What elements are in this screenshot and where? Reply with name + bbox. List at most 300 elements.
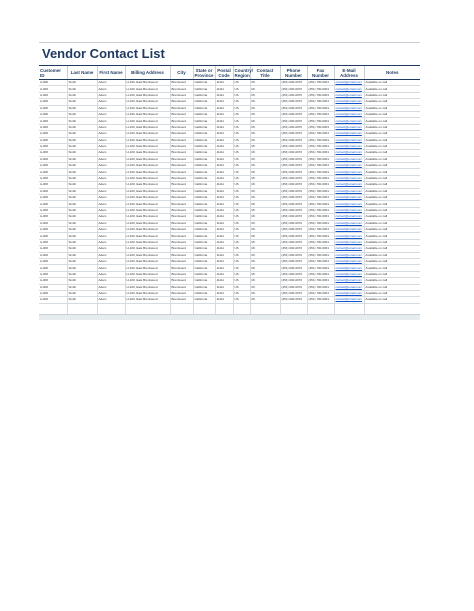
cell-address[interactable]: H-100, East Brentwood bbox=[125, 297, 170, 303]
cell-address[interactable]: H-100, East Brentwood bbox=[125, 124, 170, 130]
cell-id[interactable]: A-000 bbox=[39, 195, 67, 201]
col-city[interactable]: City bbox=[170, 66, 193, 80]
cell-country[interactable]: US bbox=[233, 156, 250, 162]
cell-country[interactable]: US bbox=[233, 201, 250, 207]
cell-phone[interactable]: (451) 000-0070 bbox=[280, 258, 307, 264]
cell-id[interactable]: A-000 bbox=[39, 105, 67, 111]
cell-notes[interactable]: Available on call bbox=[364, 265, 420, 271]
cell-id[interactable]: A-000 bbox=[39, 233, 67, 239]
cell-address[interactable]: H-100, East Brentwood bbox=[125, 226, 170, 232]
cell-country[interactable]: US bbox=[233, 265, 250, 271]
cell-state[interactable]: California bbox=[193, 233, 215, 239]
col-phone[interactable]: Phone Number bbox=[280, 66, 307, 80]
cell-city[interactable]: Brentwood bbox=[170, 265, 193, 271]
cell-city[interactable]: Brentwood bbox=[170, 131, 193, 137]
cell-phone[interactable]: (451) 000-0070 bbox=[280, 80, 307, 86]
cell-address[interactable]: H-100, East Brentwood bbox=[125, 278, 170, 284]
cell-email[interactable] bbox=[334, 246, 364, 252]
cell-title[interactable]: Mr. bbox=[250, 239, 280, 245]
cell-postal[interactable]: 11111 bbox=[215, 150, 233, 156]
cell-email[interactable] bbox=[334, 182, 364, 188]
col-customer-id[interactable]: Customer ID bbox=[39, 66, 67, 80]
cell-country[interactable]: US bbox=[233, 284, 250, 290]
col-state[interactable]: State or Province bbox=[194, 67, 214, 78]
cell-postal[interactable]: 11111 bbox=[215, 284, 233, 290]
email-link[interactable]: contact@email.com bbox=[335, 220, 362, 225]
cell-state[interactable]: California bbox=[193, 111, 215, 117]
cell-city[interactable]: Brentwood bbox=[170, 290, 193, 296]
cell-phone[interactable]: (451) 000-0070 bbox=[280, 143, 307, 149]
cell-last[interactable]: Smith bbox=[67, 99, 97, 105]
cell-last[interactable]: Smith bbox=[67, 233, 97, 239]
email-link[interactable]: contact@email.com bbox=[335, 176, 362, 181]
cell-phone[interactable]: (451) 000-0070 bbox=[280, 111, 307, 117]
cell-country[interactable]: US bbox=[233, 214, 250, 220]
cell-email[interactable] bbox=[334, 265, 364, 271]
cell-city[interactable]: Brentwood bbox=[170, 124, 193, 130]
cell-state[interactable]: California bbox=[193, 265, 215, 271]
cell-postal[interactable]: 11111 bbox=[215, 297, 233, 303]
email-link[interactable]: contact@email.com bbox=[335, 188, 362, 193]
cell-country[interactable]: US bbox=[233, 124, 250, 130]
cell-notes[interactable]: Available on call bbox=[364, 137, 420, 143]
cell-postal[interactable]: 11111 bbox=[215, 131, 233, 137]
cell-fax[interactable]: (451) 700-0001 bbox=[307, 220, 334, 226]
cell-postal[interactable]: 11111 bbox=[215, 124, 233, 130]
cell-city[interactable]: Brentwood bbox=[170, 137, 193, 143]
cell-id[interactable]: A-000 bbox=[39, 86, 67, 92]
cell-notes[interactable]: Available on call bbox=[364, 80, 420, 86]
cell-fax[interactable]: (451) 700-0001 bbox=[307, 156, 334, 162]
cell-title[interactable]: Mr. bbox=[250, 220, 280, 226]
cell-state[interactable]: California bbox=[193, 252, 215, 258]
cell-notes[interactable]: Available on call bbox=[364, 99, 420, 105]
cell-fax[interactable]: (451) 700-0001 bbox=[307, 233, 334, 239]
cell-fax[interactable]: (451) 700-0001 bbox=[307, 278, 334, 284]
cell-notes[interactable]: Available on call bbox=[364, 163, 420, 169]
cell-city[interactable]: Brentwood bbox=[170, 182, 193, 188]
cell-address[interactable]: H-100, East Brentwood bbox=[125, 131, 170, 137]
cell-email[interactable] bbox=[334, 201, 364, 207]
cell-address[interactable]: H-100, East Brentwood bbox=[125, 188, 170, 194]
cell-title[interactable]: Mr. bbox=[250, 92, 280, 98]
cell-postal[interactable]: 11111 bbox=[215, 278, 233, 284]
cell-notes[interactable]: Available on call bbox=[364, 214, 420, 220]
cell-notes[interactable]: Available on call bbox=[364, 233, 420, 239]
cell-id[interactable]: A-000 bbox=[39, 124, 67, 130]
cell-fax[interactable]: (451) 700-0001 bbox=[307, 105, 334, 111]
cell-postal[interactable]: 11111 bbox=[215, 99, 233, 105]
cell-city[interactable]: Brentwood bbox=[170, 105, 193, 111]
cell-state[interactable]: California bbox=[193, 246, 215, 252]
cell-id[interactable]: A-000 bbox=[39, 246, 67, 252]
email-link[interactable]: contact@email.com bbox=[335, 214, 362, 219]
cell-title[interactable]: Mr. bbox=[250, 99, 280, 105]
cell-state[interactable]: California bbox=[193, 156, 215, 162]
cell-notes[interactable]: Available on call bbox=[364, 246, 420, 252]
cell-city[interactable]: Brentwood bbox=[170, 169, 193, 175]
cell-country[interactable]: US bbox=[233, 111, 250, 117]
cell-last[interactable]: Smith bbox=[67, 150, 97, 156]
cell-id[interactable]: A-000 bbox=[39, 143, 67, 149]
col-notes[interactable]: Notes bbox=[364, 66, 420, 80]
cell-id[interactable]: A-000 bbox=[39, 220, 67, 226]
cell-title[interactable]: Mr. bbox=[250, 201, 280, 207]
email-link[interactable]: contact@email.com bbox=[335, 246, 362, 251]
cell-first[interactable]: Adam bbox=[97, 233, 125, 239]
cell-title[interactable]: Mr. bbox=[250, 258, 280, 264]
cell-postal[interactable]: 11111 bbox=[215, 233, 233, 239]
cell-phone[interactable]: (451) 000-0070 bbox=[280, 265, 307, 271]
cell-country[interactable]: US bbox=[233, 233, 250, 239]
cell-notes[interactable]: Available on call bbox=[364, 150, 420, 156]
cell-city[interactable]: Brentwood bbox=[170, 195, 193, 201]
cell-country[interactable]: US bbox=[233, 131, 250, 137]
cell-title[interactable]: Mr. bbox=[250, 265, 280, 271]
email-link[interactable]: contact@email.com bbox=[335, 297, 362, 302]
cell-title[interactable]: Mr. bbox=[250, 124, 280, 130]
cell-state[interactable]: California bbox=[193, 297, 215, 303]
email-link[interactable]: contact@email.com bbox=[335, 150, 362, 155]
cell-postal[interactable]: 11111 bbox=[215, 214, 233, 220]
cell-id[interactable]: A-000 bbox=[39, 80, 67, 86]
cell-state[interactable]: California bbox=[193, 195, 215, 201]
cell-notes[interactable]: Available on call bbox=[364, 111, 420, 117]
cell-last[interactable]: Smith bbox=[67, 265, 97, 271]
cell-title[interactable]: Mr. bbox=[250, 175, 280, 181]
cell-state[interactable]: California bbox=[193, 220, 215, 226]
cell-phone[interactable]: (451) 000-0070 bbox=[280, 271, 307, 277]
cell-first[interactable]: Adam bbox=[97, 214, 125, 220]
cell-last[interactable]: Smith bbox=[67, 131, 97, 137]
cell-postal[interactable]: 11111 bbox=[215, 80, 233, 86]
cell-city[interactable]: Brentwood bbox=[170, 143, 193, 149]
email-link[interactable]: contact@email.com bbox=[335, 201, 362, 206]
cell-city[interactable]: Brentwood bbox=[170, 99, 193, 105]
cell-state[interactable]: California bbox=[193, 80, 215, 86]
cell-last[interactable]: Smith bbox=[67, 169, 97, 175]
cell-address[interactable]: H-100, East Brentwood bbox=[125, 99, 170, 105]
email-link[interactable]: contact@email.com bbox=[335, 99, 362, 104]
cell-email[interactable] bbox=[334, 150, 364, 156]
cell-last[interactable]: Smith bbox=[67, 239, 97, 245]
cell-fax[interactable]: (451) 700-0001 bbox=[307, 226, 334, 232]
cell-email[interactable] bbox=[334, 111, 364, 117]
cell-phone[interactable]: (451) 000-0070 bbox=[280, 99, 307, 105]
cell-postal[interactable]: 11111 bbox=[215, 265, 233, 271]
cell-first[interactable]: Adam bbox=[97, 118, 125, 124]
cell-first[interactable]: Adam bbox=[97, 137, 125, 143]
cell-last[interactable]: Smith bbox=[67, 188, 97, 194]
cell-country[interactable]: US bbox=[233, 271, 250, 277]
cell-last[interactable]: Smith bbox=[67, 207, 97, 213]
cell-first[interactable]: Adam bbox=[97, 105, 125, 111]
cell-last[interactable]: Smith bbox=[67, 271, 97, 277]
cell-state[interactable]: California bbox=[193, 124, 215, 130]
cell-address[interactable]: H-100, East Brentwood bbox=[125, 214, 170, 220]
cell-notes[interactable]: Available on call bbox=[364, 169, 420, 175]
cell-email[interactable] bbox=[334, 137, 364, 143]
col-contact-title[interactable]: Contact Title bbox=[250, 66, 280, 80]
cell-first[interactable]: Adam bbox=[97, 143, 125, 149]
cell-city[interactable]: Brentwood bbox=[170, 92, 193, 98]
cell-state[interactable]: California bbox=[193, 175, 215, 181]
cell-address[interactable]: H-100, East Brentwood bbox=[125, 233, 170, 239]
cell-id[interactable]: A-000 bbox=[39, 239, 67, 245]
cell-notes[interactable]: Available on call bbox=[364, 86, 420, 92]
cell-state[interactable]: California bbox=[193, 137, 215, 143]
cell-title[interactable]: Mr. bbox=[250, 156, 280, 162]
cell-city[interactable]: Brentwood bbox=[170, 226, 193, 232]
cell-city[interactable]: Brentwood bbox=[170, 163, 193, 169]
cell-phone[interactable]: (451) 000-0070 bbox=[280, 156, 307, 162]
cell-last[interactable]: Smith bbox=[67, 278, 97, 284]
email-link[interactable]: contact@email.com bbox=[335, 233, 362, 238]
email-link[interactable]: contact@email.com bbox=[335, 265, 362, 270]
cell-title[interactable]: Mr. bbox=[250, 111, 280, 117]
cell-first[interactable]: Adam bbox=[97, 124, 125, 130]
cell-email[interactable] bbox=[334, 86, 364, 92]
cell-id[interactable]: A-000 bbox=[39, 150, 67, 156]
cell-country[interactable]: US bbox=[233, 246, 250, 252]
cell-address[interactable]: H-100, East Brentwood bbox=[125, 284, 170, 290]
cell-email[interactable] bbox=[334, 80, 364, 86]
cell-first[interactable]: Adam bbox=[97, 99, 125, 105]
cell-address[interactable]: H-100, East Brentwood bbox=[125, 80, 170, 86]
cell-fax[interactable]: (451) 700-0001 bbox=[307, 124, 334, 130]
cell-notes[interactable]: Available on call bbox=[364, 239, 420, 245]
cell-country[interactable]: US bbox=[233, 175, 250, 181]
cell-postal[interactable]: 11111 bbox=[215, 143, 233, 149]
cell-state[interactable]: California bbox=[193, 258, 215, 264]
cell-address[interactable]: H-100, East Brentwood bbox=[125, 182, 170, 188]
cell-first[interactable]: Adam bbox=[97, 175, 125, 181]
cell-notes[interactable]: Available on call bbox=[364, 182, 420, 188]
cell-id[interactable]: A-000 bbox=[39, 207, 67, 213]
cell-email[interactable] bbox=[334, 290, 364, 296]
cell-notes[interactable]: Available on call bbox=[364, 195, 420, 201]
email-link[interactable]: contact@email.com bbox=[335, 169, 362, 174]
cell-email[interactable] bbox=[334, 239, 364, 245]
cell-phone[interactable]: (451) 000-0070 bbox=[280, 188, 307, 194]
cell-state[interactable]: California bbox=[193, 86, 215, 92]
cell-notes[interactable]: Available on call bbox=[364, 124, 420, 130]
cell-notes[interactable]: Available on call bbox=[364, 271, 420, 277]
cell-notes[interactable]: Available on call bbox=[364, 226, 420, 232]
cell-title[interactable]: Mr. bbox=[250, 131, 280, 137]
cell-first[interactable]: Adam bbox=[97, 169, 125, 175]
cell-country[interactable]: US bbox=[233, 86, 250, 92]
cell-state[interactable]: California bbox=[193, 150, 215, 156]
cell-email[interactable] bbox=[334, 99, 364, 105]
cell-fax[interactable]: (451) 700-0001 bbox=[307, 188, 334, 194]
cell-fax[interactable]: (451) 700-0001 bbox=[307, 297, 334, 303]
cell-postal[interactable]: 11111 bbox=[215, 92, 233, 98]
cell-fax[interactable]: (451) 700-0001 bbox=[307, 111, 334, 117]
cell-first[interactable]: Adam bbox=[97, 188, 125, 194]
email-link[interactable]: contact@email.com bbox=[335, 208, 362, 212]
col-fax[interactable]: Fax Number bbox=[307, 66, 334, 80]
cell-fax[interactable]: (451) 700-0001 bbox=[307, 86, 334, 92]
cell-title[interactable]: Mr. bbox=[250, 297, 280, 303]
cell-country[interactable]: US bbox=[233, 226, 250, 232]
cell-phone[interactable]: (451) 000-0070 bbox=[280, 233, 307, 239]
cell-fax[interactable]: (451) 700-0001 bbox=[307, 163, 334, 169]
cell-city[interactable]: Brentwood bbox=[170, 80, 193, 86]
cell-phone[interactable]: (451) 000-0070 bbox=[280, 195, 307, 201]
email-link[interactable]: contact@email.com bbox=[335, 284, 362, 289]
cell-country[interactable]: US bbox=[233, 169, 250, 175]
cell-postal[interactable]: 11111 bbox=[215, 105, 233, 111]
cell-address[interactable]: H-100, East Brentwood bbox=[125, 175, 170, 181]
cell-id[interactable]: A-000 bbox=[39, 271, 67, 277]
cell-last[interactable]: Smith bbox=[67, 182, 97, 188]
cell-email[interactable] bbox=[334, 188, 364, 194]
cell-email[interactable] bbox=[334, 124, 364, 130]
cell-email[interactable] bbox=[334, 175, 364, 181]
cell-postal[interactable]: 11111 bbox=[215, 111, 233, 117]
cell-email[interactable] bbox=[334, 278, 364, 284]
cell-fax[interactable]: (451) 700-0001 bbox=[307, 195, 334, 201]
cell-id[interactable]: A-000 bbox=[39, 99, 67, 105]
cell-last[interactable]: Smith bbox=[67, 214, 97, 220]
cell-first[interactable]: Adam bbox=[97, 182, 125, 188]
email-link[interactable]: contact@email.com bbox=[335, 271, 362, 276]
cell-address[interactable]: H-100, East Brentwood bbox=[125, 143, 170, 149]
cell-country[interactable]: US bbox=[233, 163, 250, 169]
cell-id[interactable]: A-000 bbox=[39, 156, 67, 162]
cell-email[interactable] bbox=[334, 284, 364, 290]
cell-phone[interactable]: (451) 000-0070 bbox=[280, 246, 307, 252]
cell-notes[interactable]: Available on call bbox=[364, 297, 420, 303]
cell-last[interactable]: Smith bbox=[67, 226, 97, 232]
cell-title[interactable]: Mr. bbox=[250, 233, 280, 239]
cell-fax[interactable]: (451) 700-0001 bbox=[307, 80, 334, 86]
cell-phone[interactable]: (451) 000-0070 bbox=[280, 175, 307, 181]
email-link[interactable]: contact@email.com bbox=[335, 80, 362, 85]
cell-country[interactable]: US bbox=[233, 80, 250, 86]
cell-notes[interactable]: Available on call bbox=[364, 118, 420, 124]
cell-first[interactable]: Adam bbox=[97, 86, 125, 92]
cell-fax[interactable]: (451) 700-0001 bbox=[307, 182, 334, 188]
cell-postal[interactable]: 11111 bbox=[215, 195, 233, 201]
cell-address[interactable]: H-100, East Brentwood bbox=[125, 246, 170, 252]
cell-fax[interactable]: (451) 700-0001 bbox=[307, 99, 334, 105]
email-link[interactable]: contact@email.com bbox=[335, 227, 362, 232]
cell-first[interactable]: Adam bbox=[97, 278, 125, 284]
cell-country[interactable]: US bbox=[233, 105, 250, 111]
cell-state[interactable]: California bbox=[193, 105, 215, 111]
cell-state[interactable]: California bbox=[193, 271, 215, 277]
cell-address[interactable]: H-100, East Brentwood bbox=[125, 150, 170, 156]
cell-postal[interactable]: 11111 bbox=[215, 246, 233, 252]
cell-last[interactable]: Smith bbox=[67, 92, 97, 98]
email-link[interactable]: contact@email.com bbox=[335, 92, 362, 97]
cell-email[interactable] bbox=[334, 220, 364, 226]
cell-fax[interactable]: (451) 700-0001 bbox=[307, 118, 334, 124]
col-country[interactable]: Country/ Region bbox=[234, 67, 253, 78]
cell-address[interactable]: H-100, East Brentwood bbox=[125, 156, 170, 162]
cell-state[interactable]: California bbox=[193, 201, 215, 207]
cell-country[interactable]: US bbox=[233, 278, 250, 284]
cell-address[interactable]: H-100, East Brentwood bbox=[125, 258, 170, 264]
cell-id[interactable]: A-000 bbox=[39, 137, 67, 143]
cell-id[interactable]: A-000 bbox=[39, 258, 67, 264]
email-link[interactable]: contact@email.com bbox=[335, 131, 362, 136]
cell-fax[interactable]: (451) 700-0001 bbox=[307, 290, 334, 296]
cell-id[interactable]: A-000 bbox=[39, 252, 67, 258]
cell-city[interactable]: Brentwood bbox=[170, 233, 193, 239]
cell-last[interactable]: Smith bbox=[67, 175, 97, 181]
email-link[interactable]: contact@email.com bbox=[335, 278, 362, 283]
cell-email[interactable] bbox=[334, 252, 364, 258]
cell-phone[interactable]: (451) 000-0070 bbox=[280, 201, 307, 207]
cell-first[interactable]: Adam bbox=[97, 252, 125, 258]
cell-first[interactable]: Adam bbox=[97, 284, 125, 290]
cell-notes[interactable]: Available on call bbox=[364, 131, 420, 137]
cell-email[interactable] bbox=[334, 163, 364, 169]
cell-notes[interactable]: Available on call bbox=[364, 188, 420, 194]
cell-phone[interactable]: (451) 000-0070 bbox=[280, 137, 307, 143]
cell-postal[interactable]: 11111 bbox=[215, 163, 233, 169]
cell-notes[interactable]: Available on call bbox=[364, 258, 420, 264]
cell-first[interactable]: Adam bbox=[97, 220, 125, 226]
cell-last[interactable]: Smith bbox=[67, 86, 97, 92]
cell-postal[interactable]: 11111 bbox=[215, 156, 233, 162]
cell-postal[interactable]: 11111 bbox=[215, 86, 233, 92]
email-link[interactable]: contact@email.com bbox=[335, 118, 362, 123]
cell-id[interactable]: A-000 bbox=[39, 284, 67, 290]
cell-title[interactable]: Mr. bbox=[250, 143, 280, 149]
cell-notes[interactable]: Available on call bbox=[364, 290, 420, 296]
cell-title[interactable]: Mr. bbox=[250, 214, 280, 220]
cell-fax[interactable]: (451) 700-0001 bbox=[307, 201, 334, 207]
cell-address[interactable]: H-100, East Brentwood bbox=[125, 265, 170, 271]
cell-city[interactable]: Brentwood bbox=[170, 111, 193, 117]
cell-email[interactable] bbox=[334, 143, 364, 149]
cell-title[interactable]: Mr. bbox=[250, 226, 280, 232]
cell-state[interactable]: California bbox=[193, 226, 215, 232]
cell-fax[interactable]: (451) 700-0001 bbox=[307, 252, 334, 258]
cell-last[interactable]: Smith bbox=[67, 297, 97, 303]
cell-id[interactable]: A-000 bbox=[39, 118, 67, 124]
cell-city[interactable]: Brentwood bbox=[170, 297, 193, 303]
cell-country[interactable]: US bbox=[233, 188, 250, 194]
cell-phone[interactable]: (451) 000-0070 bbox=[280, 86, 307, 92]
cell-last[interactable]: Smith bbox=[67, 105, 97, 111]
cell-email[interactable] bbox=[334, 258, 364, 264]
cell-state[interactable]: California bbox=[193, 99, 215, 105]
cell-postal[interactable]: 11111 bbox=[215, 207, 233, 213]
col-first-name[interactable]: First Name bbox=[97, 66, 125, 80]
cell-first[interactable]: Adam bbox=[97, 239, 125, 245]
cell-id[interactable]: A-000 bbox=[39, 92, 67, 98]
cell-title[interactable]: Mr. bbox=[250, 290, 280, 296]
cell-phone[interactable]: (451) 000-0070 bbox=[280, 297, 307, 303]
cell-state[interactable]: California bbox=[193, 188, 215, 194]
cell-title[interactable]: Mr. bbox=[250, 182, 280, 188]
email-link[interactable]: contact@email.com bbox=[335, 105, 362, 110]
email-link[interactable]: contact@email.com bbox=[335, 291, 362, 296]
cell-id[interactable]: A-000 bbox=[39, 175, 67, 181]
cell-postal[interactable]: 11111 bbox=[215, 239, 233, 245]
cell-state[interactable]: California bbox=[193, 118, 215, 124]
cell-title[interactable]: Mr. bbox=[250, 80, 280, 86]
cell-first[interactable]: Adam bbox=[97, 297, 125, 303]
cell-first[interactable]: Adam bbox=[97, 201, 125, 207]
cell-fax[interactable]: (451) 700-0001 bbox=[307, 265, 334, 271]
cell-fax[interactable]: (451) 700-0001 bbox=[307, 246, 334, 252]
